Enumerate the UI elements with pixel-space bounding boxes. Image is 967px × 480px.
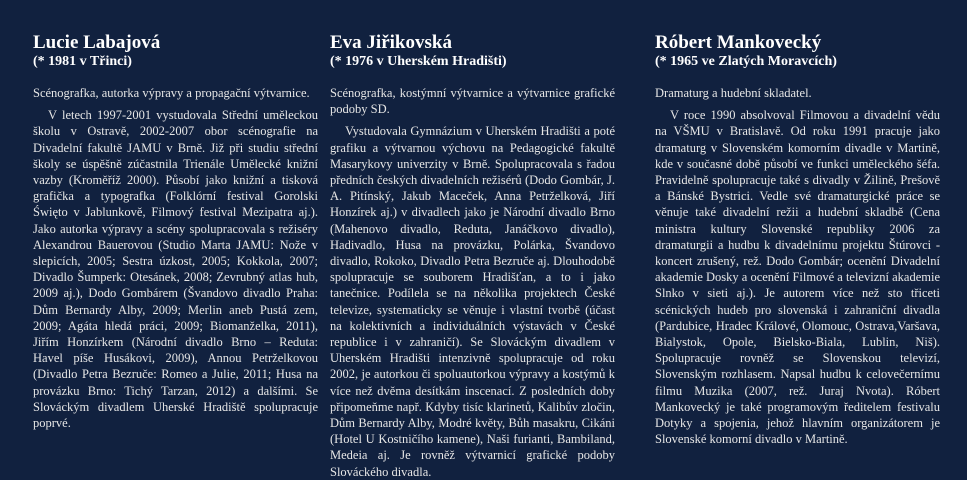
person-role: Scénografka, autorka výpravy a propagační výtvarnice. (33, 86, 310, 100)
person-birth: (* 1976 v Uherském Hradišti) (330, 54, 507, 69)
column-lucie-labajova (33, 32, 318, 431)
person-name: Lucie Labajová (33, 32, 161, 53)
person-name: Róbert Mankovecký (655, 32, 822, 53)
person-bio: V letech 1997-2001 vystudovala Střední uměleckou školu v Ostravě, 2002-2007 obor scénografie na Divadelní fakultě JAMU v Brně. Již při studiu střední školy se úspěšně zúčastnila Trienále Umělecké knižní vazby (Kroměříž 2000). Působí jako knižní a tisková grafička a typografka (Folklórní festival Gorolski Święto v Jablunkově, Filmový festival Mezipatra aj.). Jako autorka výpravy a scény spolupracovala s režiséry Alexandrou Bauerovou (Studio Marta JAMU: Nože v slepicích, 2005; Sestra úzkost, 2005; Kokkola, 2007; Divadlo Šumperk: Otesánek, 2008; Zevrubný atlas hub, 2009 aj.), Dodo Gombárem (Švandovo divadlo Praha: Dům Bernardy Alby, 2009; Merlin aneb Pustá zem, 2009; Agáta hledá práci, 2009; Biomanželka, 2011), Jiřím Honzírkem (Národní divadlo Brno – Reduta: Havel píše Husákovi, 2009), Annou Petrželkovou (Divadlo Petra Bezruče: Romeo a Julie, 2011; Husa na provázku Brno: Tichý Tarzan, 2012) a dalšími. Se Slováckým divadlem Uherské Hradiště spolupracuje poprvé. (33, 108, 318, 431)
person-birth: (* 1965 ve Zlatých Moravcích) (655, 54, 837, 69)
person-bio: Vystudovala Gymnázium v Uherském Hradišti a poté grafiku a výtvarnou výchovu na Pedagogické fakultě Masarykovy univerzity v Brně. Spolupracovala s řadou předních českých divadelních režisérů (Dodo Gombár, J. A. Pitínský, Jakub Maceček, Anna Petrželková, Jiří Honzírek aj.) v divadlech jako je Národní divadlo Brno (Mahenovo divadlo, Reduta, Janáčkovo divadlo), Hadivadlo, Husa na provázku, Polárka, Švandovo divadlo, Rokoko, Divadlo Petra Bezruče aj. Dlouhodobě spolupracuje se souborem Hradišťan, a to i jako tanečnice. Podílela se na několika projektech České televize, systematicky se věnuje i vlastní tvorbě (účast na kolektivních a individuálních výstavách v České republice i v zahraničí). Se Slováckým divadlem v Uherském Hradišti intenzivně spolupracuje od roku 2002, je autorkou či spoluautorkou výpravy a kostýmů k více než dvěma desítkám inscenací. Z posledních doby připomeňme např. Kdyby tisíc klarinetů, Kalibův zločin, Dům Bernardy Alby, Modré květy, Bůh masakru, Cikáni (Hotel U Kostničího kamene), Naši furianti, Bambiland, Medeia aj. Je rovněž výtvarnicí grafické podoby Slováckého divadla. (330, 124, 615, 479)
person-bio: V roce 1990 absolvoval Filmovou a divadelní vědu na VŠMU v Bratislavě. Od roku 1991 pracuje jako dramaturg v Slovenském komorním divadle v Martině, kde v současné době působí ve funkci uměleckého šéfa. Pravidelně spolupracuje také s divadly v Žilině, Prešově a Bánské Bystrici. Vedle své dramaturgické práce se věnuje také divadelní režii a hudební skladbě (Cena ministra kultury Slovenské republiky 2006 za dramaturgii a hudbu k divadelnímu projektu Štúrovci - koncert zrušený, rež. Dodo Gombár; ocenění Divadelní akademie Dosky a ocenění Filmové a televizní akademie Slnko v sieti aj.). Je autorem více než sto třiceti scénických hudeb pro slovenská i zahraniční divadla (Pardubice, Hradec Králové, Olomouc, Ostrava,Varšava, Bialystok, Opole, Bielsko-Biala, Lublin, Niš). Spolupracuje rovněž se Slovenskou televizí, Slovenským rozhlasem. Napsal hudbu k celovečernímu filmu Muzika (2007, rež. Juraj Nvota). Róbert Mankovecký je také programovým ředitelem festivalu Dotyky a spojenia, jehož hlavním organizátorem je Slovenské komorní divadlo v Martině. (655, 108, 940, 447)
person-role: Scénografka, kostýmní výtvarnice a výtvarnice grafické podoby SD. (330, 86, 615, 117)
column-robert-mankovecky (655, 32, 940, 447)
person-role: Dramaturg a hudební skladatel. (655, 86, 812, 100)
person-birth: (* 1981 v Třinci) (33, 54, 132, 69)
column-eva-jirikovska (330, 32, 615, 480)
person-name: Eva Jiřikovská (330, 32, 452, 53)
